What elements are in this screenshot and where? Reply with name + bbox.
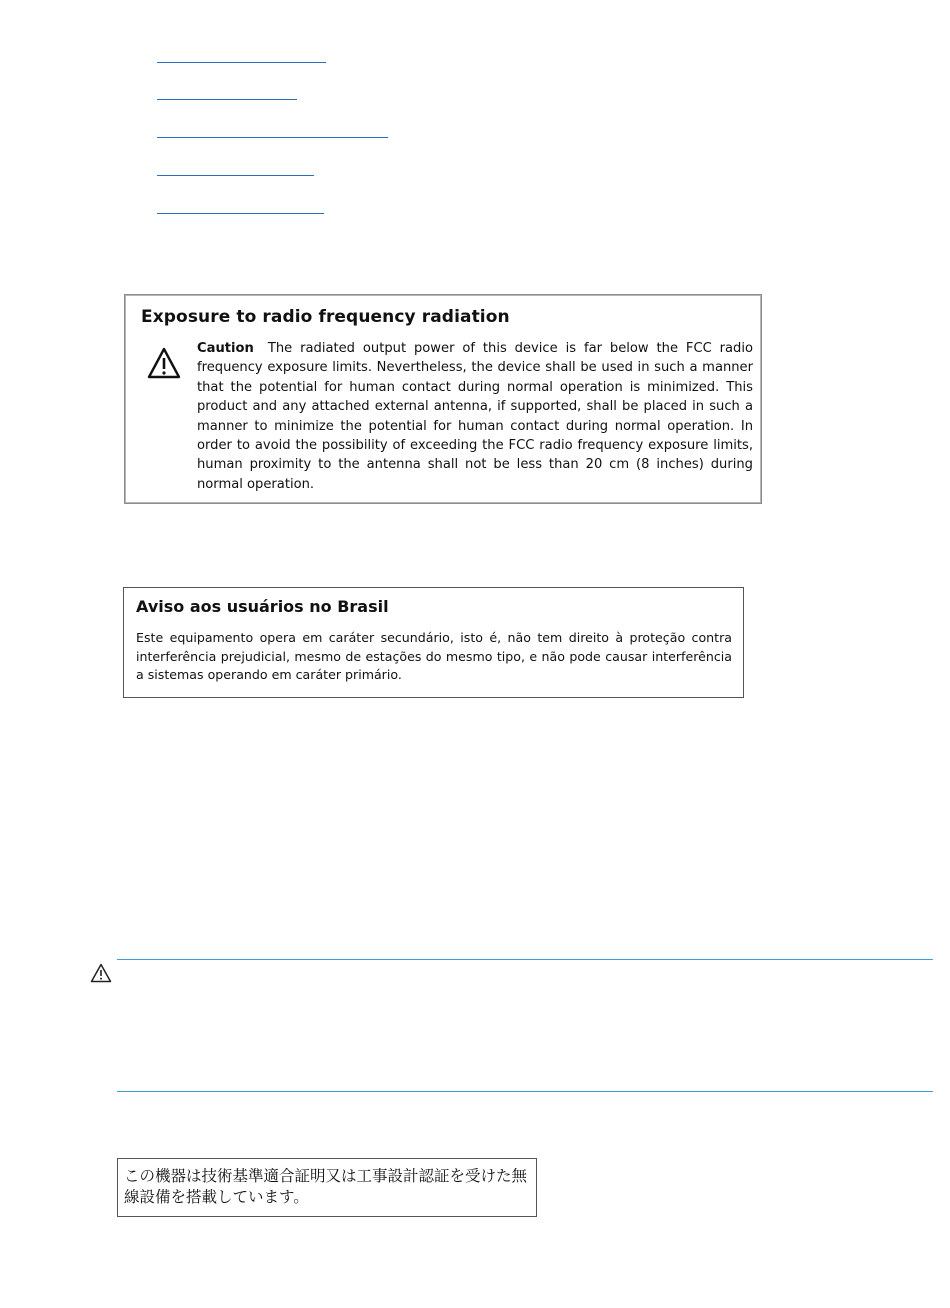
caution-text: The radiated output power of this device is far below the FCC radio frequency exposure limits. Nevertheless, the device shall be used in such a manner that the potential for human contact during normal operation is minimized. This product and any attached external antenna, if supported, shall be placed in such a manner to minimize the potential for human contact during normal operation. In order to avoid the possibility of exceeding the FCC radio frequency exposure limits, human proximity to the antenna shall not be less than 20 cm (8 inches) during normal operation. [197, 341, 753, 492]
toc-link-2[interactable] [157, 99, 297, 100]
toc-link-3[interactable] [157, 137, 388, 138]
caution-triangle-icon [147, 347, 181, 379]
brazil-users-notice [123, 587, 744, 698]
japan-notice [117, 1158, 537, 1217]
toc-link-4[interactable] [157, 175, 314, 176]
fcc-notice-body [197, 339, 753, 494]
warning-icon [90, 963, 112, 983]
fcc-rf-exposure-notice [124, 294, 762, 504]
fcc-notice-title: Exposure to radio frequency radiation [141, 307, 510, 327]
brazil-notice-text: Este equipamento opera em caráter secundário, isto é, não tem direito à proteção contra interferência prejudicial, mesmo de estações do mesmo tipo, e não pode causar interferência a sistemas operando em caráter primário. [136, 630, 732, 683]
warning-bottom-rule [117, 1091, 933, 1092]
toc-link-1[interactable] [157, 62, 326, 63]
warning-top-rule [117, 959, 933, 960]
japan-notice-text: この機器は技術基準適合証明又は工事設計認証を受けた無線設備を搭載しています。 [124, 1167, 528, 1206]
brazil-notice-title: Aviso aos usuários no Brasil [136, 597, 389, 616]
caution-label: Caution [197, 341, 254, 356]
toc-link-5[interactable] [157, 213, 324, 214]
